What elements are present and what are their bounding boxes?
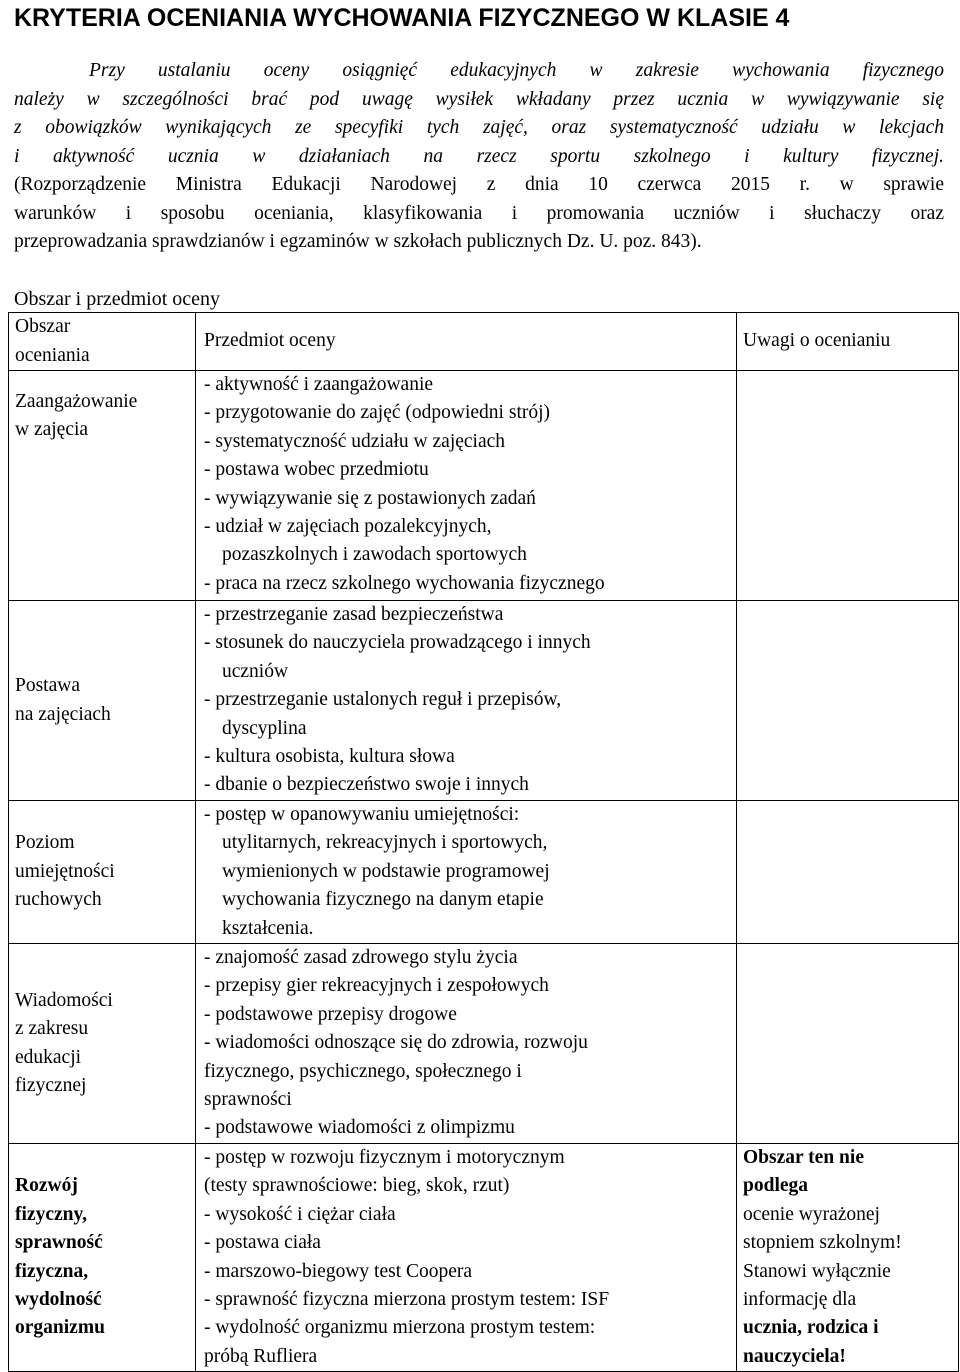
subject-cell [196,601,737,801]
table-row [9,601,959,801]
subject-cell [196,944,737,1144]
list-item: - wydolność organizmu mierzona prostym testem: [204,1317,596,1339]
list-item: - stosunek do nauczyciela prowadzącego i innych [204,632,591,654]
note-line: stopniem szkolnym! [743,1232,902,1254]
list-item: - aktywność i zaangażowanie [204,374,434,395]
notes-cell [737,371,959,601]
subject-cell [196,1144,737,1372]
intro-line: Przy ustalaniu oceny osiągnięć edukacyjnych w zakresie wychowania fizycznego [89,60,944,81]
notes-cell [737,601,959,801]
list-item: - postawa wobec przedmiotu [204,459,429,481]
intro-line: przeprowadzania sprawdzianów i egzaminów w szkołach publicznych Dz. U. poz. 843). [14,231,702,252]
intro-line: (Rozporządzenie Ministra Edukacji Narodowej z dnia 10 czerwca 2015 r. w sprawie [14,174,944,195]
notes-cell [737,801,959,944]
header-notes: Uwagi o ocenianiu [737,313,959,371]
area-cell: Rozwój fizyczny, sprawność fizyczna, wydolność organizmu [9,1144,196,1372]
intro-line: i aktywność ucznia w działaniach na rzecz sportu szkolnego i kultury fizycznej. [14,145,944,167]
list-item: - sprawność fizyczna mierzona prostym testem: ISF [204,1289,610,1311]
note-line: Stanowi wyłącznie [743,1260,891,1282]
subject-cell [196,371,737,601]
list-item: dyscyplina [222,717,307,739]
area-cell: Postawa na zajęciach [9,601,196,801]
list-item: - podstawowe wiadomości z olimpizmu [204,1117,515,1139]
note-line: informację dla [743,1289,857,1311]
list-item: - systematyczność udziału w zajęciach [204,430,506,452]
intro-line: należy w szczególności brać pod uwagę wysiłek wkładany przez ucznia w wywiązywanie się [14,88,944,110]
list-item: sprawności [204,1089,292,1111]
list-item: - marszowo-biegowy test Coopera [204,1260,473,1282]
list-item: - wysokość i ciężar ciała [204,1203,396,1225]
list-item: - przestrzeganie zasad bezpieczeństwa [204,604,504,625]
table-row [9,944,959,1144]
list-item: - kultura osobista, kultura słowa [204,746,455,768]
table-row [9,1144,959,1372]
intro-line: warunków i sposobu oceniania, klasyfikowania i promowania uczniów i słuchaczy oraz [14,202,944,224]
list-item: - postęp w opanowywaniu umiejętności: [204,804,520,825]
notes-cell [737,944,959,1144]
subject-cell [196,801,737,944]
note-line: Obszar ten nie [743,1147,864,1169]
list-item: wymienionych w podstawie programowej [222,860,550,882]
intro-line: z obowiązków wynikających ze specyfiki tych zajęć, oraz systematyczność udziału w lekcjach [14,117,944,138]
notes-cell [737,1144,959,1372]
list-item: - udział w zajęciach pozalekcyjnych, [204,516,492,538]
list-item: pozaszkolnych i zawodach sportowych [222,544,527,566]
list-item: próbą Rufliera [204,1345,318,1367]
table-header-row [9,313,959,371]
list-item: - wywiązywanie się z postawionych zadań [204,487,536,509]
list-item: - podstawowe przepisy drogowe [204,1003,457,1025]
area-cell: Wiadomości z zakresu edukacji fizycznej [9,944,196,1144]
area-cell: Zaangażowanie w zajęcia [9,371,196,601]
list-item: uczniów [222,660,289,682]
list-item: (testy sprawnościowe: bieg, skok, rzut) [204,1175,510,1197]
page-title: KRYTERIA OCENIANIA WYCHOWANIA FIZYCZNEGO W KLASIE 4 [14,4,790,32]
list-item: - znajomość zasad zdrowego stylu życia [204,947,518,969]
note-line: podlega [743,1175,809,1197]
intro-paragraph [14,57,944,257]
note-line: nauczyciela! [743,1345,846,1367]
list-item: - praca na rzecz szkolnego wychowania fizycznego [204,572,605,594]
note-line: ucznia, rodzica i [743,1317,879,1339]
list-item: - przygotowanie do zajęć (odpowiedni strój) [204,402,551,424]
criteria-table [8,312,959,1372]
header-area: Obszar oceniania [9,313,196,371]
list-item: - przestrzeganie ustalonych reguł i przepisów, [204,689,562,711]
area-cell: Poziom umiejętności ruchowych [9,801,196,944]
list-item: kształcenia. [222,917,314,939]
list-item: - postęp w rozwoju fizycznym i motorycznym [204,1147,565,1169]
note-line: ocenie wyrażonej [743,1203,880,1225]
list-item: fizycznego, psychicznego, społecznego i [204,1060,522,1082]
table-row [9,801,959,944]
list-item: utylitarnych, rekreacyjnych i sportowych, [222,832,548,854]
list-item: - wiadomości odnoszące się do zdrowia, rozwoju [204,1032,588,1054]
list-item: - postawa ciała [204,1232,321,1254]
section-label: Obszar i przedmiot oceny [14,288,221,310]
header-subject: Przedmiot oceny [196,313,737,371]
list-item: wychowania fizycznego na danym etapie [222,889,544,911]
list-item: - przepisy gier rekreacyjnych i zespołowych [204,975,549,997]
list-item: - dbanie o bezpieczeństwo swoje i innych [204,774,529,796]
table-row [9,371,959,601]
